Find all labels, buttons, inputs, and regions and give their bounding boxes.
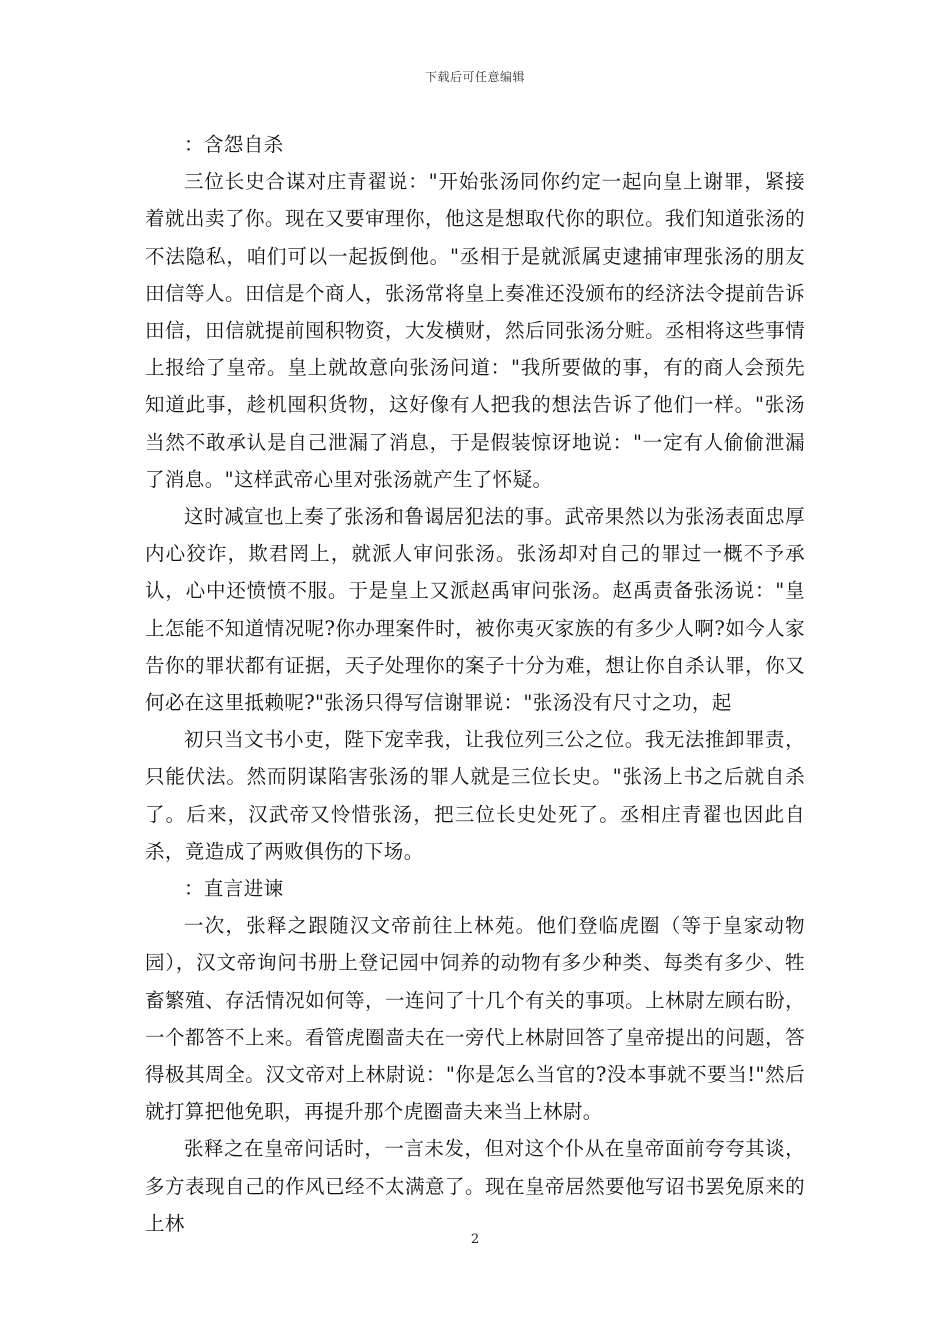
paragraph: 张释之在皇帝问话时，一言未发，但对这个仆从在皇帝面前夸夸其谈，多方表现自己的作风已经不太满意了。现在皇帝居然要他写诏书罢免原来的上林	[145, 1137, 805, 1235]
document-body	[145, 126, 805, 1242]
paragraph: 初只当文书小吏，陛下宠幸我，让我位列三公之位。我无法推卸罪责，只能伏法。然而阴谋陷害张汤的罪人就是三位长史。"张汤上书之后就自杀了。后来，汉武帝又怜惜张汤，把三位长史处死了。丞相庄青翟也因此自杀，竟造成了两败俱伤的下场。	[145, 728, 805, 863]
paragraph: 一次，张释之跟随汉文帝前往上林苑。他们登临虎圈（等于皇家动物园），汉文帝询问书册上登记园中饲养的动物有多少种类、每类有多少、牲畜繁殖、存活情况如何等，一连问了十几个有关的事项。上林尉左顾右盼，一个都答不上来。看管虎圈啬夫在一旁代上林尉回答了皇帝提出的问题，答得极其周全。汉文帝对上林尉说："你是怎么当官的?没本事就不要当!"然后就打算把他免职，再提升那个虎圈啬夫来当上林尉。	[145, 914, 805, 1124]
page-header: 下载后可任意编辑	[424, 70, 525, 84]
paragraph: 三位长史合谋对庄青翟说："开始张汤同你约定一起向皇上谢罪，紧接着就出卖了你。现在又要审理你，他这是想取代你的职位。我们知道张汤的不法隐私，咱们可以一起扳倒他。"丞相于是就派属吏逮捕审理张汤的朋友田信等人。田信是个商人，张汤常将皇上奏准还没颁布的经济法令提前告诉田信，田信就提前囤积物资，大发横财，然后同张汤分赃。丞相将这些事情上报给了皇帝。皇上就故意向张汤问道："我所要做的事，有的商人会预先知道此事，趁机囤积货物，这好像有人把我的想法告诉了他们一样。"张汤当然不敢承认是自己泄漏了消息，于是假装惊讶地说："一定有人偷偷泄漏了消息。"这样武帝心里对张汤就产生了怀疑。	[145, 170, 805, 491]
section-heading: ：含怨自杀	[184, 133, 284, 156]
section-heading: ：直言进谏	[184, 877, 284, 901]
page-number: 2	[470, 1232, 480, 1247]
paragraph: 这时减宣也上奏了张汤和鲁谒居犯法的事。武帝果然以为张汤表面忠厚内心狡诈，欺君罔上，就派人审问张汤。张汤却对自己的罪过一概不予承认，心中还愤愤不服。于是皇上又派赵禹审问张汤。赵禹责备张汤说："皇上怎能不知道情况呢?你办理案件时，被你夷灭家族的有多少人啊?如今人家告你的罪状都有证据，天子处理你的案子十分为难，想让你自杀认罪，你又何必在这里抵赖呢?"张汤只得写信谢罪说："张汤没有尺寸之功，起	[145, 505, 805, 715]
